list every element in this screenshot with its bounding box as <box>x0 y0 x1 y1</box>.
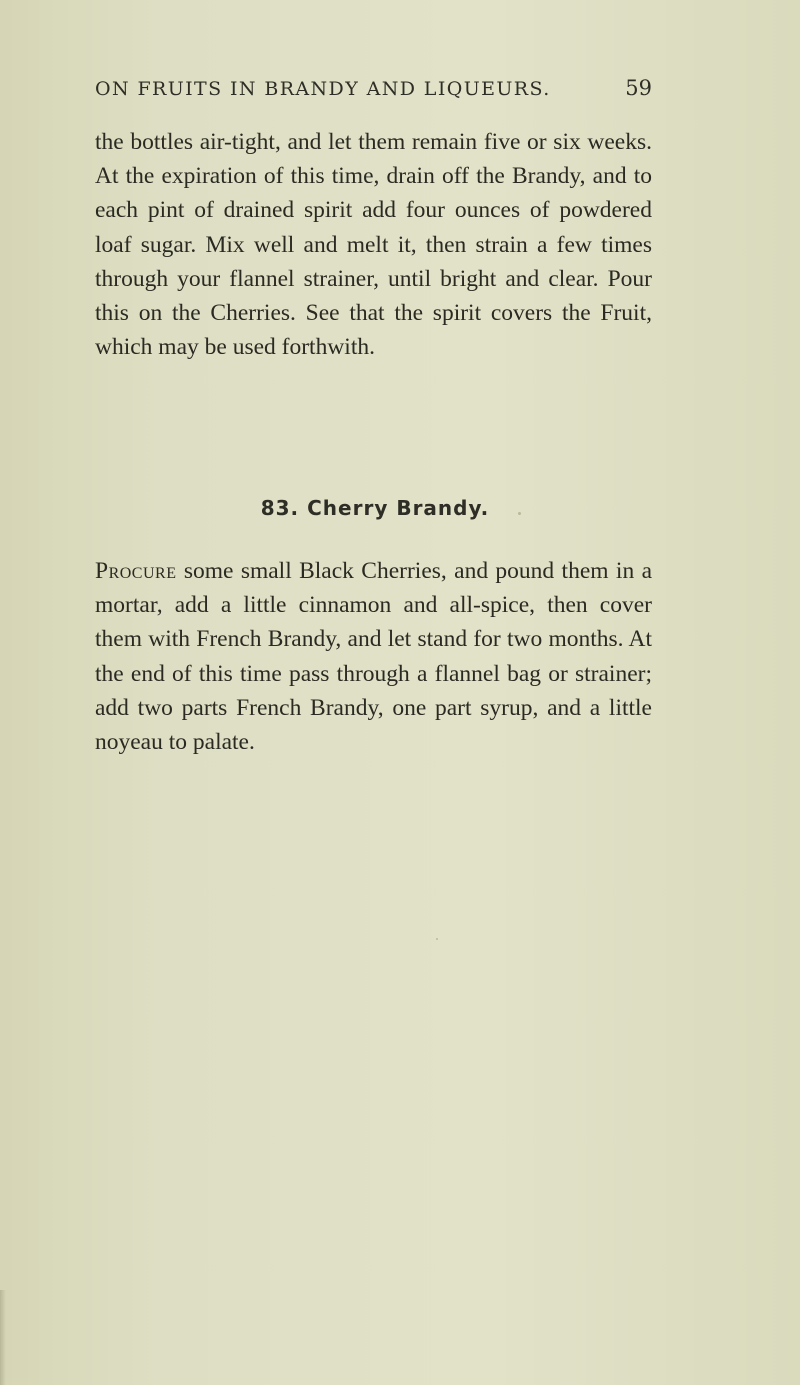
scan-speck <box>436 938 438 940</box>
page-number: 59 <box>625 76 652 100</box>
recipe-paragraph-text: some small Black Cherries, and pound them in a mortar, add a little cinnamon and all-spice, then cover them with French Brandy, and let stand for two months. At the end of this time pass through a flannel bag or strainer; add two parts French Brandy, one part syrup, and a little noyeau to palate. <box>95 558 652 756</box>
recipe-paragraph <box>95 554 652 759</box>
section-heading: 83. Cherry Brandy. <box>260 496 490 520</box>
page-header <box>95 78 652 108</box>
lead-word: Procure <box>95 558 177 584</box>
continued-paragraph-text: the bottles air-tight, and let them remain five or six weeks. At the expiration of this time, drain off the Brandy, and to each pint of drained spirit add four ounces of powdered loaf sugar. Mix well and melt it, then strain a few times through your flannel strainer, until bright and clear. Pour this on the Cherries. See that the spirit covers the Fruit, which may be used forthwith. <box>95 129 652 361</box>
continued-paragraph <box>95 125 652 364</box>
page-edge-shadow <box>0 1290 6 1385</box>
running-head: ON FRUITS IN BRANDY AND LIQUEURS. <box>95 78 551 100</box>
scan-speck <box>518 512 521 515</box>
